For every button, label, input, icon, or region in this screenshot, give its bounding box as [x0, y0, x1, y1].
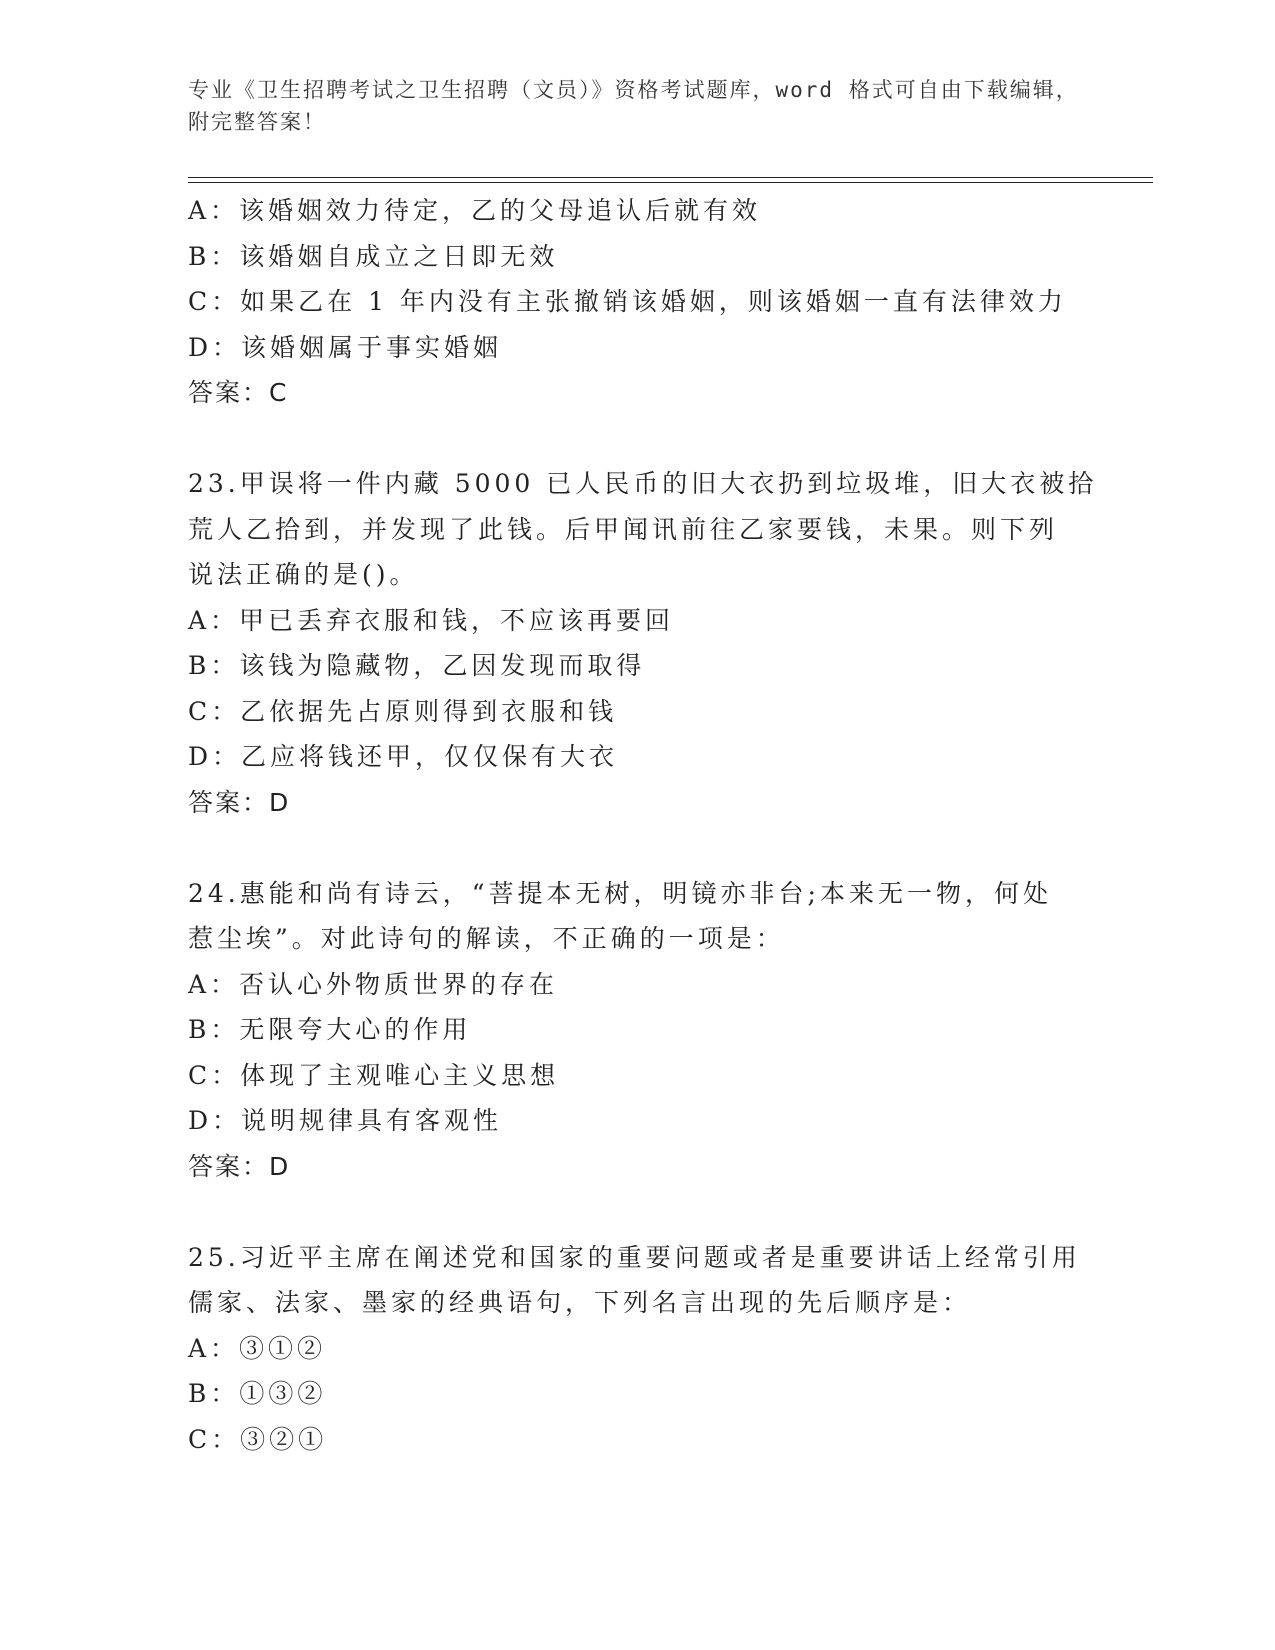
option-a: A：否认心外物质世界的存在	[188, 969, 559, 999]
option-c: C：体现了主观唯心主义思想	[188, 1060, 560, 1090]
option-a: A：③①②	[188, 1333, 327, 1363]
option-b: B：无限夸大心的作用	[188, 1015, 472, 1044]
question-stem-line: 荒人乙拾到，并发现了此钱。后甲闻讯前往乙家要钱，未果。则下列	[188, 514, 1059, 544]
answer-line: 答案：C	[188, 378, 289, 407]
answer-line: 答案：D	[188, 1151, 291, 1181]
answer-line: 答案：D	[188, 787, 291, 817]
question-stem-line: 25.习近平主席在阐述党和国家的重要问题或者是重要讲话上经常引用	[188, 1242, 1081, 1272]
question-stem-line: 说法正确的是()。	[188, 560, 419, 589]
option-c: C：如果乙在 1 年内没有主张撤销该婚姻，则该婚姻一直有法律效力	[188, 287, 1067, 316]
question-24	[188, 871, 1088, 1190]
document-header: 专业《卫生招聘考试之卫生招聘（文员）》资格考试题库，word 格式可自由下载编辑，附完整答案！	[188, 78, 1079, 134]
spacer	[188, 416, 1088, 462]
option-d: D：该婚姻属于事实婚姻	[188, 332, 503, 362]
header-divider-thin	[188, 182, 1153, 183]
option-b: B：①③②	[188, 1379, 327, 1408]
option-a: A：甲已丢弃衣服和钱，不应该再要回	[188, 605, 675, 635]
option-d: D：乙应将钱还甲，仅仅保有大衣	[188, 742, 619, 771]
option-c: C：乙依据先占原则得到衣服和钱	[188, 696, 618, 726]
question-stem-line: 惹尘埃”。对此诗句的解读，不正确的一项是：	[188, 924, 785, 953]
header-divider	[188, 177, 1153, 178]
question-23	[188, 461, 1098, 825]
spacer	[188, 1189, 1088, 1235]
option-d: D：说明规律具有客观性	[188, 1106, 503, 1135]
option-b: B：该婚姻自成立之日即无效	[188, 241, 559, 271]
question-stem-line: 24.惠能和尚有诗云，“菩提本无树，明镜亦非台;本来无一物，何处	[188, 878, 1052, 908]
question-stem-line: 23.甲误将一件内藏 5000 已人民币的旧大衣扔到垃圾堆，旧大衣被拾	[188, 469, 1098, 498]
option-b: B：该钱为隐藏物，乙因发现而取得	[188, 651, 646, 680]
question-25	[188, 1235, 1088, 1463]
option-a: A：该婚姻效力待定，乙的父母追认后就有效	[188, 196, 762, 225]
spacer	[188, 825, 1088, 871]
prev-question-options	[188, 188, 1088, 416]
question-stem-line: 儒家、法家、墨家的经典语句，下列名言出现的先后顺序是：	[188, 1288, 972, 1317]
question-content	[188, 188, 1098, 1462]
option-c: C：③②①	[188, 1424, 328, 1454]
